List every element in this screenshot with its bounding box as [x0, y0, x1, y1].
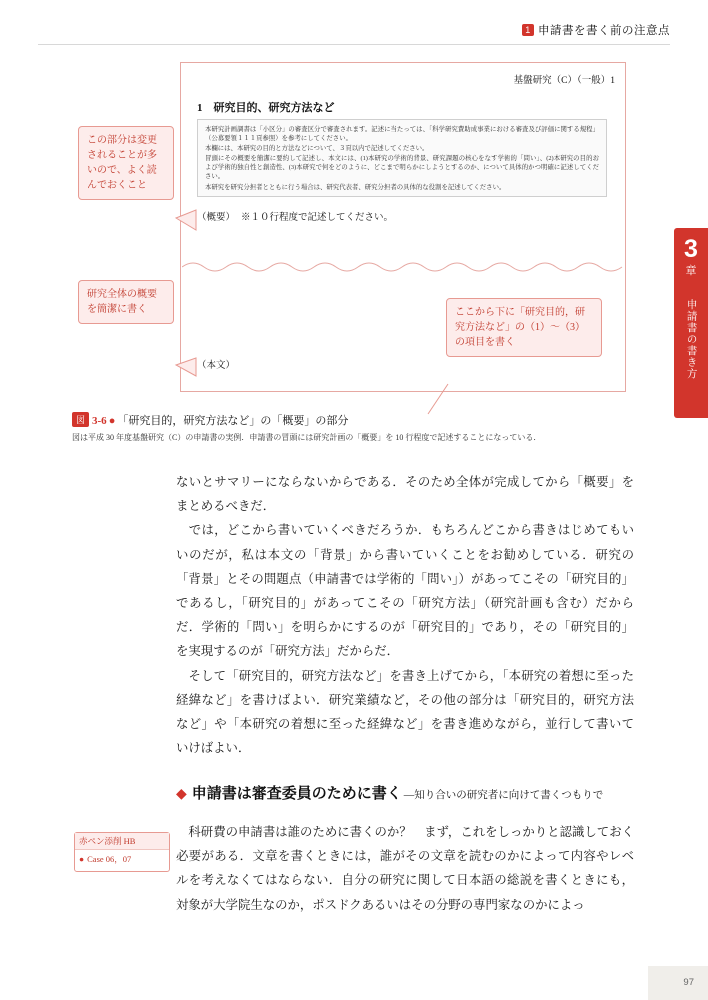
red-pen-case-list: Case 06，07 — [87, 854, 132, 864]
chapter-side-tab — [674, 228, 708, 418]
callout-note-1: この部分は変更されることが多いので、よく読んでおくこと — [78, 126, 174, 200]
caption-number: 3-6 — [92, 415, 107, 427]
figure-subheading-note: ※１０行程度で記述してください。 — [241, 213, 394, 223]
chapter-kanji: 章 — [685, 264, 697, 277]
section-heading — [176, 782, 646, 803]
page-footer — [0, 956, 708, 1000]
footer-bar — [648, 966, 708, 1000]
body-paragraph: ないとサマリーにならないからである．そのため全体が完成してから「概要」をまとめるべきだ． — [176, 475, 634, 514]
running-head-chip: 1 — [522, 24, 534, 36]
red-pen-title: 赤ペン添削 HB — [75, 833, 169, 850]
figure-subheading: （概要） — [197, 213, 236, 223]
figure-form-label: 基盤研究（C）（一般）1 — [513, 76, 615, 86]
caption-dot: ● — [108, 415, 116, 427]
figure-instruction-line: 本研究を研究分担者とともに行う場合は、研究代表者、研究分担者の具体的な役割を記述してください。 — [205, 183, 506, 191]
caption-title: 「研究目的，研究方法など」の「概要」の部分 — [117, 415, 349, 427]
running-head-text: 申請書を書く前の注意点 — [538, 25, 670, 37]
figure-instruction-line: 冒頭にその概要を簡潔に要約して記述し、本文には、(1)本研究の学術的背景、研究課題の核心をなす学術的「問い」、(2)本研究の目的および学術的独自性と創造性、(3)本研究で何をどのように、どこまで明らかにしようとするのか、について具体的かつ明確に記述してください。 — [205, 155, 599, 181]
body-text — [176, 470, 634, 760]
running-head — [0, 22, 708, 38]
page-number: 97 — [683, 977, 694, 988]
body-paragraph: 科研費の申請書は誰のために書くのか？ まず，これをしっかりと認識しておく必要がある．文章を書くときには，誰がその文章を読むのかによって内容やレベルを考えなくてはならない．自分の研究に関して日本語の総説を書くときにも，対象が大学院生なのか，ポスドクあるいはその分野の専門家なのかによっ — [176, 825, 634, 912]
red-pen-marker — [74, 832, 170, 872]
chapter-number: 3 — [684, 235, 698, 263]
figure-instruction-line: 本欄には、本研究の目的と方法などについて、３頁以内で記述してください。 — [205, 145, 429, 153]
body-paragraph: では，どこから書いていくべきだろうか．もちろんどこから書きはじめてもいいのだが，私は本文の「背景」から書いていくことをお勧めしている．研究の「背景」とその問題点（申請書では学術的「問い」）があってこその「研究目的」であるし，「研究目的」があってこその「研究方法」（研究計画も含む）だからだ．学術的「問い」を明らかにするのが「研究目的」であり，その「研究目的」を実現するのが「研究方法」だからだ． — [176, 523, 634, 659]
section-heading-title: 申請書は審査委員のために書く — [191, 786, 402, 802]
figure-instruction-line: 本研究計画調書は「小区分」の審査区分で審査されます。記述に当たっては、「科学研究費助成事業における審査及び評価に関する規程」（公募要領１１１頁参照）を参考にしてください。 — [205, 126, 599, 143]
caption-description: 図は平成 30 年度基盤研究（C）の申請書の実例．申請書の冒頭には研究計画の「概要」を 10 行程度で記述することになっている． — [72, 433, 542, 442]
bullet-icon: ● — [79, 854, 85, 864]
body-paragraph: そして「研究目的，研究方法など」を書き上げてから，「本研究の着想に至った経緯など」を書けばよい．研究業績など，その他の部分は「研究目的，研究方法など」や「本研究の着想に至った経緯など」を書き進めながら，並行して書いていけばよい． — [176, 668, 634, 756]
callout-note-2: 研究全体の概要を簡潔に書く — [78, 280, 174, 324]
diamond-icon: ◆ — [176, 787, 187, 802]
chapter-title-vertical: 申請書の書き方 — [685, 299, 697, 380]
figure-bottom-label: （本文） — [197, 361, 236, 371]
figure-caption — [72, 412, 632, 444]
callout-note-3: ここから下に「研究目的，研究方法など」の（1）～（3）の項目を書く — [446, 298, 602, 357]
body-text-2 — [176, 820, 634, 917]
section-heading-subtitle: —知り合いの研究者に向けて書くつもりで — [403, 790, 604, 801]
figure-heading: 1 研究目的、研究方法など — [197, 102, 335, 114]
caption-tag: 図 — [72, 412, 89, 427]
red-pen-cases — [75, 850, 169, 868]
